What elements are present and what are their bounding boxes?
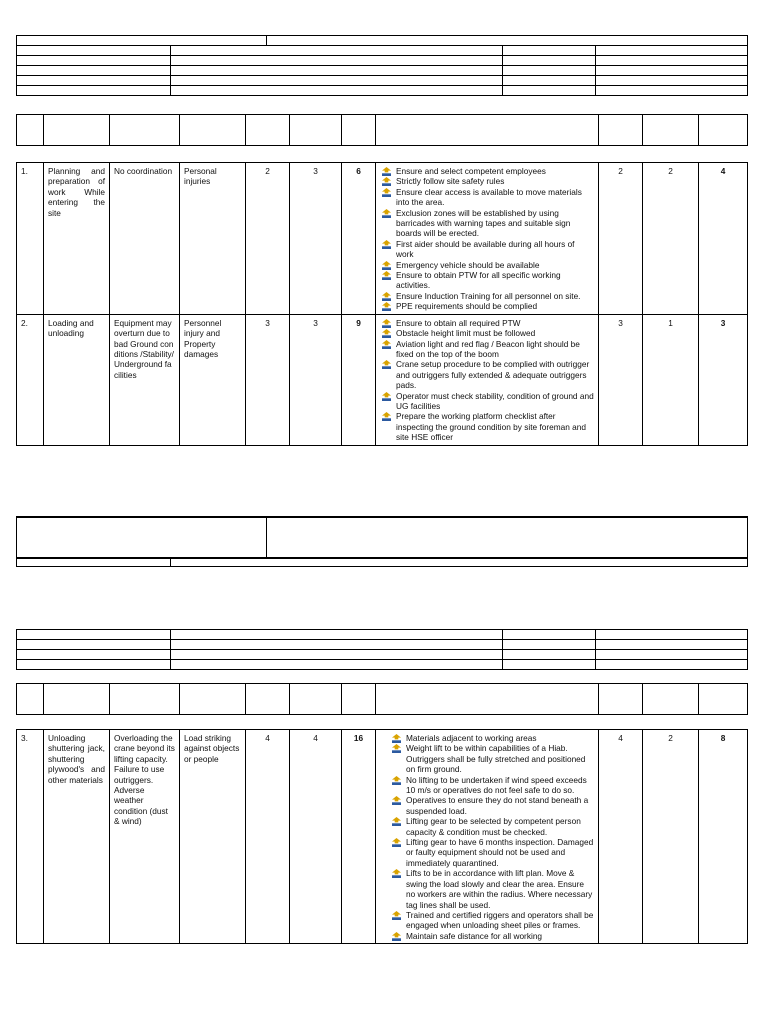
- control-measure-item: [390, 775, 594, 796]
- risk-table-body-1: [16, 162, 748, 446]
- control-measures-cell: [376, 730, 599, 944]
- effect-cell: Load striking against objects or people: [180, 730, 246, 944]
- control-measures-cell: [376, 314, 599, 445]
- risk-rating-cell: 9: [342, 314, 376, 445]
- control-measure-text: Materials adjacent to working areas: [406, 733, 537, 743]
- header-cell: [643, 115, 699, 146]
- severity-cell: 3: [290, 163, 342, 315]
- grid-cell: [17, 650, 171, 660]
- control-measure-text: Trained and certified riggers and operators shall be engaged when unloading sheet piles or frames.: [406, 909, 594, 931]
- residual-risk-cell: 3: [699, 314, 748, 445]
- row-number: 2.: [17, 314, 44, 445]
- footer-cell: [17, 517, 267, 559]
- arrow-bullet-icon: [392, 911, 401, 920]
- grid-cell: [596, 56, 748, 66]
- control-measure-item: [380, 328, 594, 338]
- hazard-cell: Overloading the crane beyond its lifting capacity. Failure to use outriggers. Adverse weather condition (dust & wind): [110, 730, 180, 944]
- footer-cell: [171, 558, 748, 567]
- control-measure-text: Ensure clear access is available to move materials into the area.: [396, 186, 582, 208]
- control-measure-item: [380, 301, 594, 311]
- residual-severity-cell: 1: [643, 314, 699, 445]
- control-measure-item: [390, 931, 594, 941]
- grid-cell: [171, 650, 503, 660]
- arrow-bullet-icon: [392, 776, 401, 785]
- header-cell: [643, 684, 699, 715]
- arrow-bullet-icon: [392, 796, 401, 805]
- grid-cell: [503, 86, 596, 96]
- header-cell: [44, 115, 110, 146]
- grid-cell: [596, 630, 748, 640]
- arrow-bullet-icon: [382, 209, 391, 218]
- header-cell: [110, 684, 180, 715]
- activity-cell: Unloading shuttering jack, shuttering plywood's and other materials: [44, 730, 110, 944]
- control-measure-item: [390, 910, 594, 931]
- activity-cell: Planning and preparation of work While entering the site: [44, 163, 110, 315]
- arrow-bullet-icon: [382, 319, 391, 328]
- grid-cell: [596, 86, 748, 96]
- arrow-bullet-icon: [382, 292, 391, 301]
- arrow-bullet-icon: [392, 734, 401, 743]
- header-cell: [342, 684, 376, 715]
- likelihood-cell: 4: [246, 730, 290, 944]
- control-measure-text: Prepare the working platform checklist after inspecting the ground condition by site foreman and site HSE officer: [396, 411, 587, 443]
- arrow-bullet-icon: [382, 167, 391, 176]
- grid-cell: [596, 46, 748, 56]
- arrow-bullet-icon: [392, 838, 401, 847]
- control-measures-cell: [376, 163, 599, 315]
- grid-cell: [17, 76, 171, 86]
- grid-cell: [596, 66, 748, 76]
- grid-cell: [171, 660, 503, 670]
- hazard-cell: Equipment may overturn due to bad Ground conditions /Stability/Underground facilities: [110, 314, 180, 445]
- control-measure-text: Operatives to ensure they do not stand beneath a suspended load.: [406, 795, 589, 816]
- control-measure-text: Lifts to be in accordance with lift plan. Move & swing the load slowly and clear the area. Ensure no workers are within the radius. Where necessary tag lines shall be used.: [406, 868, 593, 910]
- control-measure-item: [390, 743, 594, 774]
- grid-cell: [17, 630, 171, 640]
- control-measure-item: [390, 733, 594, 743]
- control-measures-list: [380, 318, 594, 443]
- header-cell: [17, 115, 44, 146]
- control-measure-text: Weight lift to be within capabilities of a Hiab. Outriggers shall be fully stretched and positioned on firm ground.: [406, 743, 586, 775]
- control-measure-item: [380, 270, 594, 291]
- header-cell: [699, 684, 748, 715]
- control-measure-text: Aviation light and red flag / Beacon light should be fixed on the top of the boom: [396, 338, 580, 359]
- table-row: [17, 163, 748, 315]
- control-measure-item: [390, 837, 594, 868]
- arrow-bullet-icon: [382, 261, 391, 270]
- footer-cell: [17, 558, 171, 567]
- control-measure-item: [390, 816, 594, 837]
- signature-footer-1: [16, 516, 748, 559]
- effect-cell: Personnel injury and Property damages: [180, 314, 246, 445]
- risk-table-header-1: [16, 114, 748, 146]
- arrow-bullet-icon: [382, 188, 391, 197]
- control-measures-list: [390, 733, 594, 941]
- grid-cell: [171, 86, 503, 96]
- grid-cell: [17, 660, 171, 670]
- page-2-body-clip: [0, 729, 768, 1024]
- grid-cell: [503, 660, 596, 670]
- grid-cell: [596, 640, 748, 650]
- control-measure-text: Lifting gear to be selected by competent person capacity & condition must be checked.: [406, 816, 581, 837]
- control-measure-text: Exclusion zones will be established by using barricades with warning tapes and suitable sign boards will be erected.: [396, 207, 571, 239]
- header-cell: [342, 115, 376, 146]
- severity-cell: 4: [290, 730, 342, 944]
- grid-cell: [17, 86, 171, 96]
- grid-cell: [171, 46, 503, 56]
- likelihood-cell: 3: [246, 314, 290, 445]
- arrow-bullet-icon: [382, 340, 391, 349]
- grid-cell: [503, 640, 596, 650]
- residual-severity-cell: 2: [643, 730, 699, 944]
- control-measure-item: [380, 411, 594, 442]
- control-measure-text: Ensure and select competent employees: [396, 166, 546, 176]
- residual-risk-cell: 4: [699, 163, 748, 315]
- table-row: [17, 730, 748, 944]
- header-cell: [699, 115, 748, 146]
- control-measure-item: [380, 291, 594, 301]
- control-measure-text: Lifting gear to have 6 months inspection. Damaged or faulty equipment should not be used and immediately quarantined.: [406, 837, 594, 868]
- arrow-bullet-icon: [382, 392, 391, 401]
- risk-table-header-2: [16, 683, 748, 715]
- control-measure-text: First aider should be available during all hours of work: [396, 238, 575, 260]
- severity-cell: 3: [290, 314, 342, 445]
- arrow-bullet-icon: [382, 302, 391, 311]
- control-measure-item: [380, 339, 594, 360]
- residual-severity-cell: 2: [643, 163, 699, 315]
- arrow-bullet-icon: [382, 412, 391, 421]
- control-measures-list: [380, 166, 594, 312]
- control-measure-text: Operator must check stability, condition of ground and UG facilities: [396, 390, 594, 411]
- document-info-grid-2: [16, 629, 748, 670]
- control-measure-item: [380, 239, 594, 260]
- grid-cell: [596, 76, 748, 86]
- grid-cell: [503, 56, 596, 66]
- grid-cell: [503, 630, 596, 640]
- effect-cell: Personal injuries: [180, 163, 246, 315]
- control-measure-item: [380, 318, 594, 328]
- residual-likelihood-cell: 2: [599, 163, 643, 315]
- control-measure-text: Obstacle height limit must be followed: [396, 328, 536, 339]
- header-cell: [110, 115, 180, 146]
- arrow-bullet-icon: [382, 177, 391, 186]
- control-measure-item: [380, 166, 594, 176]
- control-measure-text: No lifting to be undertaken if wind speed exceeds 10 m/s or operatives do not feel safe to do so.: [406, 774, 587, 796]
- header-cell: [290, 115, 342, 146]
- grid-cell: [503, 650, 596, 660]
- grid-cell: [17, 46, 171, 56]
- likelihood-cell: 2: [246, 163, 290, 315]
- control-measure-item: [380, 187, 594, 208]
- arrow-bullet-icon: [392, 817, 401, 826]
- control-measure-text: Crane setup procedure to be complied with outrigger and outriggers fully extended & adequate outriggers pads.: [396, 359, 590, 391]
- control-measure-item: [380, 359, 594, 390]
- header-cell: [44, 684, 110, 715]
- grid-cell: [267, 36, 748, 46]
- table-row: [17, 314, 748, 445]
- header-cell: [246, 684, 290, 715]
- control-measure-text: Maintain safe distance for all working: [406, 930, 543, 941]
- header-cell: [376, 115, 599, 146]
- grid-cell: [17, 56, 171, 66]
- grid-cell: [596, 660, 748, 670]
- arrow-bullet-icon: [392, 932, 401, 941]
- control-measure-item: [380, 260, 594, 270]
- arrow-bullet-icon: [392, 869, 401, 878]
- grid-cell: [503, 76, 596, 86]
- control-measure-item: [380, 176, 594, 186]
- control-measure-text: Ensure Induction Training for all personnel on site.: [396, 290, 581, 301]
- hazard-cell: No coordination: [110, 163, 180, 315]
- grid-cell: [171, 76, 503, 86]
- activity-cell: Loading and unloading: [44, 314, 110, 445]
- row-number: 1.: [17, 163, 44, 315]
- document-info-grid-1: [16, 35, 748, 96]
- footer-cell: [267, 517, 748, 559]
- grid-cell: [171, 630, 503, 640]
- risk-rating-cell: 6: [342, 163, 376, 315]
- signature-footer-strip-1: [16, 557, 748, 567]
- risk-rating-cell: 16: [342, 730, 376, 944]
- control-measure-text: Ensure to obtain PTW for all specific working activities.: [396, 270, 561, 291]
- grid-cell: [503, 46, 596, 56]
- risk-table-body-2: [16, 729, 748, 944]
- arrow-bullet-icon: [382, 240, 391, 249]
- residual-likelihood-cell: 3: [599, 314, 643, 445]
- arrow-bullet-icon: [382, 329, 391, 338]
- grid-cell: [171, 66, 503, 76]
- row-number: 3.: [17, 730, 44, 944]
- header-cell: [180, 115, 246, 146]
- control-measure-text: Strictly follow site safety rules: [396, 176, 505, 187]
- grid-cell: [171, 56, 503, 66]
- arrow-bullet-icon: [382, 271, 391, 280]
- grid-cell: [596, 650, 748, 660]
- arrow-bullet-icon: [392, 744, 401, 753]
- control-measure-item: [390, 868, 594, 910]
- grid-cell: [17, 640, 171, 650]
- grid-cell: [171, 640, 503, 650]
- header-cell: [246, 115, 290, 146]
- control-measure-item: [390, 795, 594, 816]
- control-measure-text: PPE requirements should be complied: [396, 301, 538, 312]
- header-cell: [599, 115, 643, 146]
- header-cell: [290, 684, 342, 715]
- header-cell: [180, 684, 246, 715]
- header-cell: [599, 684, 643, 715]
- control-measure-text: Emergency vehicle should be available: [396, 259, 540, 270]
- grid-cell: [17, 66, 171, 76]
- residual-likelihood-cell: 4: [599, 730, 643, 944]
- grid-cell: [503, 66, 596, 76]
- control-measure-text: Ensure to obtain all required PTW: [396, 317, 521, 328]
- arrow-bullet-icon: [382, 360, 391, 369]
- header-cell: [17, 684, 44, 715]
- control-measure-item: [380, 208, 594, 239]
- header-cell: [376, 684, 599, 715]
- grid-cell: [17, 36, 267, 46]
- control-measure-item: [380, 391, 594, 412]
- residual-risk-cell: 8: [699, 730, 748, 944]
